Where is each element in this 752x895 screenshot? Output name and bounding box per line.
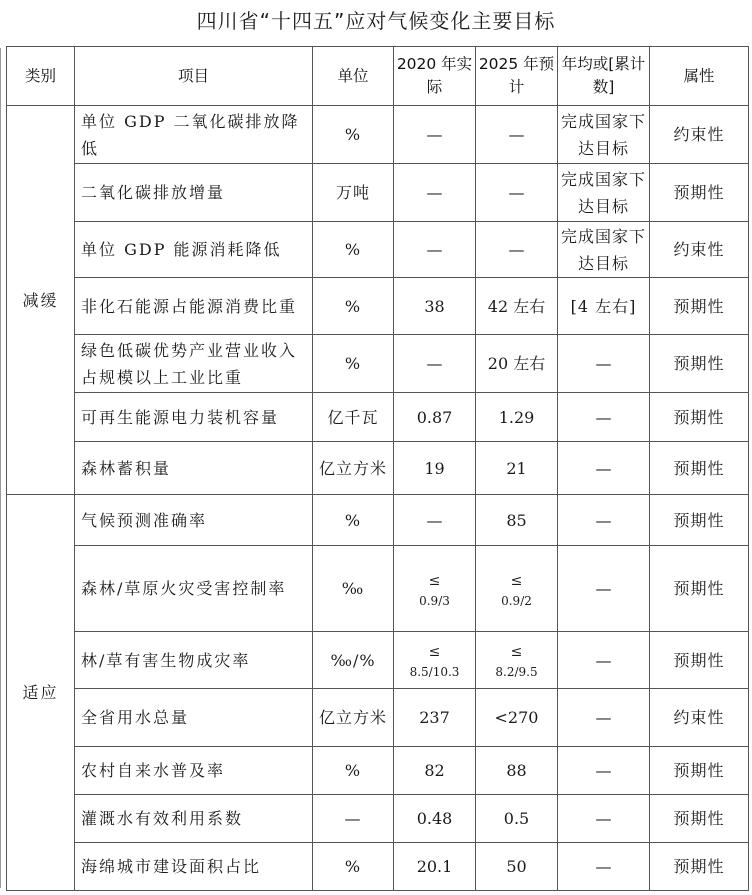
table-row xyxy=(7,335,749,393)
item-cell: 森林/草原火灾受害控制率 xyxy=(75,546,313,632)
climate-targets-table xyxy=(6,46,749,891)
unit-cell: % xyxy=(313,278,394,335)
value-2020-cell: 0.87 xyxy=(394,393,476,442)
value-2020-cell: — xyxy=(394,164,476,222)
value-2025-cell: — xyxy=(476,222,558,278)
header-item: 项目 xyxy=(75,47,313,106)
attribute-cell: 预期性 xyxy=(650,546,749,632)
value-2025-cell: 21 xyxy=(476,442,558,495)
attribute-cell: 预期性 xyxy=(650,795,749,843)
value-2025-cell: — xyxy=(476,106,558,164)
value-2025-cell xyxy=(476,546,558,632)
value-2020-cell: — xyxy=(394,106,476,164)
table-row xyxy=(7,164,749,222)
item-cell: 灌溉水有效利用系数 xyxy=(75,795,313,843)
value-2020-cell: 38 xyxy=(394,278,476,335)
header-annual-cumulative: 年均或[累计数] xyxy=(558,47,650,106)
header-attribute: 属性 xyxy=(650,47,749,106)
annual-cell: — xyxy=(558,843,650,891)
table-row xyxy=(7,393,749,442)
header-category: 类别 xyxy=(7,47,75,106)
item-cell: 森林蓄积量 xyxy=(75,442,313,495)
attribute-cell: 预期性 xyxy=(650,747,749,795)
unit-cell: % xyxy=(313,747,394,795)
item-cell: 可再生能源电力装机容量 xyxy=(75,393,313,442)
table-row xyxy=(7,747,749,795)
annual-cell: — xyxy=(558,795,650,843)
attribute-cell: 预期性 xyxy=(650,632,749,689)
table-row xyxy=(7,278,749,335)
category-cell: 适应 xyxy=(7,495,75,891)
value-2025-cell: 88 xyxy=(476,747,558,795)
value-2025-cell xyxy=(476,632,558,689)
attribute-cell: 约束性 xyxy=(650,106,749,164)
unit-cell: 亿立方米 xyxy=(313,689,394,747)
value-2025-cell: 85 xyxy=(476,495,558,546)
item-cell: 海绵城市建设面积占比 xyxy=(75,843,313,891)
unit-cell: ‰ xyxy=(313,546,394,632)
unit-cell: % xyxy=(313,843,394,891)
unit-cell: 万吨 xyxy=(313,164,394,222)
value-2020-cell xyxy=(394,546,476,632)
value-2025-cell: 0.5 xyxy=(476,795,558,843)
annual-cell: [4 左右] xyxy=(558,278,650,335)
attribute-cell: 预期性 xyxy=(650,495,749,546)
value-2025-cell: 20 左右 xyxy=(476,335,558,393)
annual-cell: — xyxy=(558,747,650,795)
unit-cell: % xyxy=(313,495,394,546)
unit-cell: % xyxy=(313,335,394,393)
attribute-cell: 预期性 xyxy=(650,843,749,891)
unit-cell: — xyxy=(313,795,394,843)
value-text: 8.2/9.5 xyxy=(495,665,538,679)
attribute-cell: 预期性 xyxy=(650,278,749,335)
table-row xyxy=(7,632,749,689)
item-cell: 单位 GDP 二氧化碳排放降低 xyxy=(75,106,313,164)
table-row xyxy=(7,442,749,495)
value-2020-cell: 82 xyxy=(394,747,476,795)
header-2020-actual: 2020 年实际 xyxy=(394,47,476,106)
item-cell: 单位 GDP 能源消耗降低 xyxy=(75,222,313,278)
value-2020-cell: 20.1 xyxy=(394,843,476,891)
annual-cell: — xyxy=(558,632,650,689)
item-cell: 农村自来水普及率 xyxy=(75,747,313,795)
table-row xyxy=(7,106,749,164)
table-row xyxy=(7,546,749,632)
value-2020-cell xyxy=(394,632,476,689)
table-row xyxy=(7,495,749,546)
item-cell: 气候预测准确率 xyxy=(75,495,313,546)
page-title: 四川省“十四五”应对气候变化主要目标 xyxy=(196,9,556,33)
item-cell: 二氧化碳排放增量 xyxy=(75,164,313,222)
annual-cell: — xyxy=(558,442,650,495)
annual-cell: — xyxy=(558,495,650,546)
header-2025-target: 2025 年预计 xyxy=(476,47,558,106)
annual-cell: 完成国家下达目标 xyxy=(558,106,650,164)
table-row xyxy=(7,222,749,278)
annual-cell: — xyxy=(558,335,650,393)
unit-cell: % xyxy=(313,106,394,164)
item-cell: 绿色低碳优势产业营业收入占规模以上工业比重 xyxy=(75,335,313,393)
value-2025-cell: 42 左右 xyxy=(476,278,558,335)
attribute-cell: 约束性 xyxy=(650,689,749,747)
value-text: 0.9/3 xyxy=(419,593,450,608)
attribute-cell: 预期性 xyxy=(650,393,749,442)
header-row xyxy=(7,47,749,106)
annual-cell: — xyxy=(558,546,650,632)
unit-cell: % xyxy=(313,222,394,278)
less-equal-symbol: ≤ xyxy=(510,644,523,660)
annual-cell: 完成国家下达目标 xyxy=(558,222,650,278)
value-2020-cell: — xyxy=(394,222,476,278)
value-2025-cell: 1.29 xyxy=(476,393,558,442)
value-2025-cell: 50 xyxy=(476,843,558,891)
value-2020-cell: 237 xyxy=(394,689,476,747)
value-2020-cell: — xyxy=(394,335,476,393)
table-row xyxy=(7,689,749,747)
less-equal-symbol: ≤ xyxy=(510,572,523,589)
value-text: 0.9/2 xyxy=(501,593,532,608)
annual-cell: — xyxy=(558,393,650,442)
page-border-line xyxy=(0,48,1,888)
item-cell: 非化石能源占能源消费比重 xyxy=(75,278,313,335)
value-text: 8.5/10.3 xyxy=(409,665,460,679)
item-cell: 全省用水总量 xyxy=(75,689,313,747)
attribute-cell: 预期性 xyxy=(650,335,749,393)
attribute-cell: 约束性 xyxy=(650,222,749,278)
unit-cell: 亿立方米 xyxy=(313,442,394,495)
item-cell: 林/草有害生物成灾率 xyxy=(75,632,313,689)
annual-cell: — xyxy=(558,689,650,747)
table-row xyxy=(7,795,749,843)
category-cell: 减缓 xyxy=(7,106,75,495)
value-2020-cell: — xyxy=(394,495,476,546)
attribute-cell: 预期性 xyxy=(650,164,749,222)
less-equal-symbol: ≤ xyxy=(428,644,441,660)
attribute-cell: 预期性 xyxy=(650,442,749,495)
unit-cell: ‰/% xyxy=(313,632,394,689)
annual-cell: 完成国家下达目标 xyxy=(558,164,650,222)
value-2025-cell: <270 xyxy=(476,689,558,747)
value-2025-cell: — xyxy=(476,164,558,222)
value-2020-cell: 0.48 xyxy=(394,795,476,843)
header-unit: 单位 xyxy=(313,47,394,106)
table-row xyxy=(7,843,749,891)
value-2020-cell: 19 xyxy=(394,442,476,495)
less-equal-symbol: ≤ xyxy=(428,572,441,589)
unit-cell: 亿千瓦 xyxy=(313,393,394,442)
